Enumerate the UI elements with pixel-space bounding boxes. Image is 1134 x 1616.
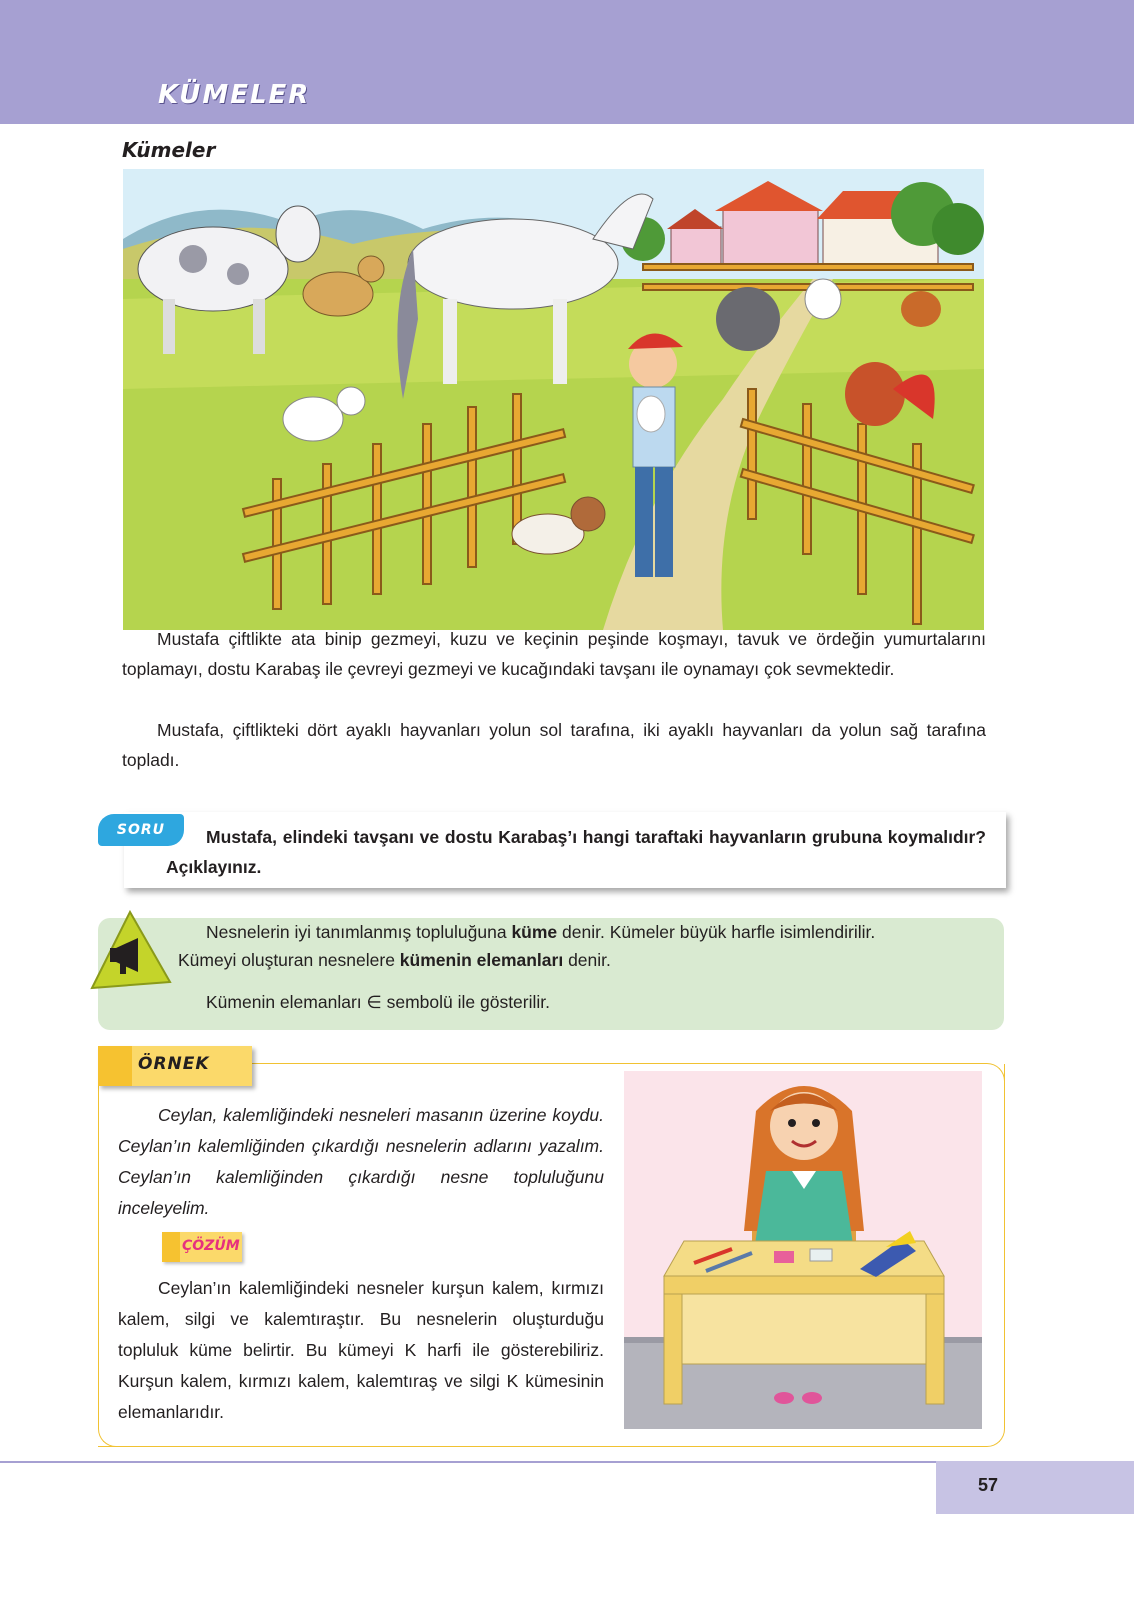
definition-line-2: Kümeyi oluşturan nesnelere kümenin elemanları denir. xyxy=(178,950,611,970)
solution-text: Ceylan’ın kalemliğindeki nesneler kurşun kalem, kırmızı kalem, silgi ve kalemtıraştır. Bu nesnelerin oluşturduğu topluluk küme belirtir. Bu kümeyi K harfi ile gösterebiliriz. Kurşun kalem, kırmızı kalem, kalemtıraş ve silgi K kümesinin elemanlarıdır. xyxy=(118,1278,604,1422)
ornek-badge-label: ÖRNEK xyxy=(138,1054,210,1074)
cozum-badge-label: ÇÖZÜM xyxy=(182,1238,240,1254)
page-number-box xyxy=(936,1461,1134,1514)
question-text: Mustafa, elindeki tavşanı ve dostu Karabaş’ı hangi taraftaki hayvanların grubuna koymalıdır? Açıklayınız. xyxy=(166,827,986,877)
ornek-badge xyxy=(98,1046,252,1086)
section-title: Kümeler xyxy=(122,138,216,162)
footer-line xyxy=(0,1461,936,1463)
story-paragraph-1: Mustafa çiftlikte ata binip gezmeyi, kuzu ve keçinin peşinde koşmayı, tavuk ve ördeğin yumurtalarını toplamayı, dostu Karabaş ile çevreyi gezmeyi ve kucağındaki tavşanı ile oynamayı çok sevmektedir. xyxy=(122,629,986,679)
chapter-title: KÜMELER xyxy=(158,80,311,110)
girl-at-desk-illustration xyxy=(624,1071,982,1429)
soru-badge-label: SORU xyxy=(116,822,166,838)
cozum-badge xyxy=(162,1232,242,1262)
story-paragraph-2: Mustafa, çiftlikteki dört ayaklı hayvanları yolun sol tarafına, iki ayaklı hayvanları da yolun sağ tarafına topladı. xyxy=(122,720,986,770)
example-text: Ceylan, kalemliğindeki nesneleri masanın üzerine koydu. Ceylan’ın kalemliğinden çıkardığı nesnelerin adlarını yazalım. Ceylan’ın kalemliğinden çıkardığı nesne topluluğunu inceleyelim. xyxy=(118,1105,604,1218)
definition-line-1: Nesnelerin iyi tanımlanmış topluluğuna küme denir. Kümeler büyük harfle isimlendirilir. xyxy=(206,922,876,942)
page-number: 57 xyxy=(977,1475,999,1495)
megaphone-icon xyxy=(86,910,176,990)
definition-line-3: Kümenin elemanları ∈ sembolü ile gösterilir. xyxy=(206,992,551,1012)
farm-illustration xyxy=(123,169,984,630)
